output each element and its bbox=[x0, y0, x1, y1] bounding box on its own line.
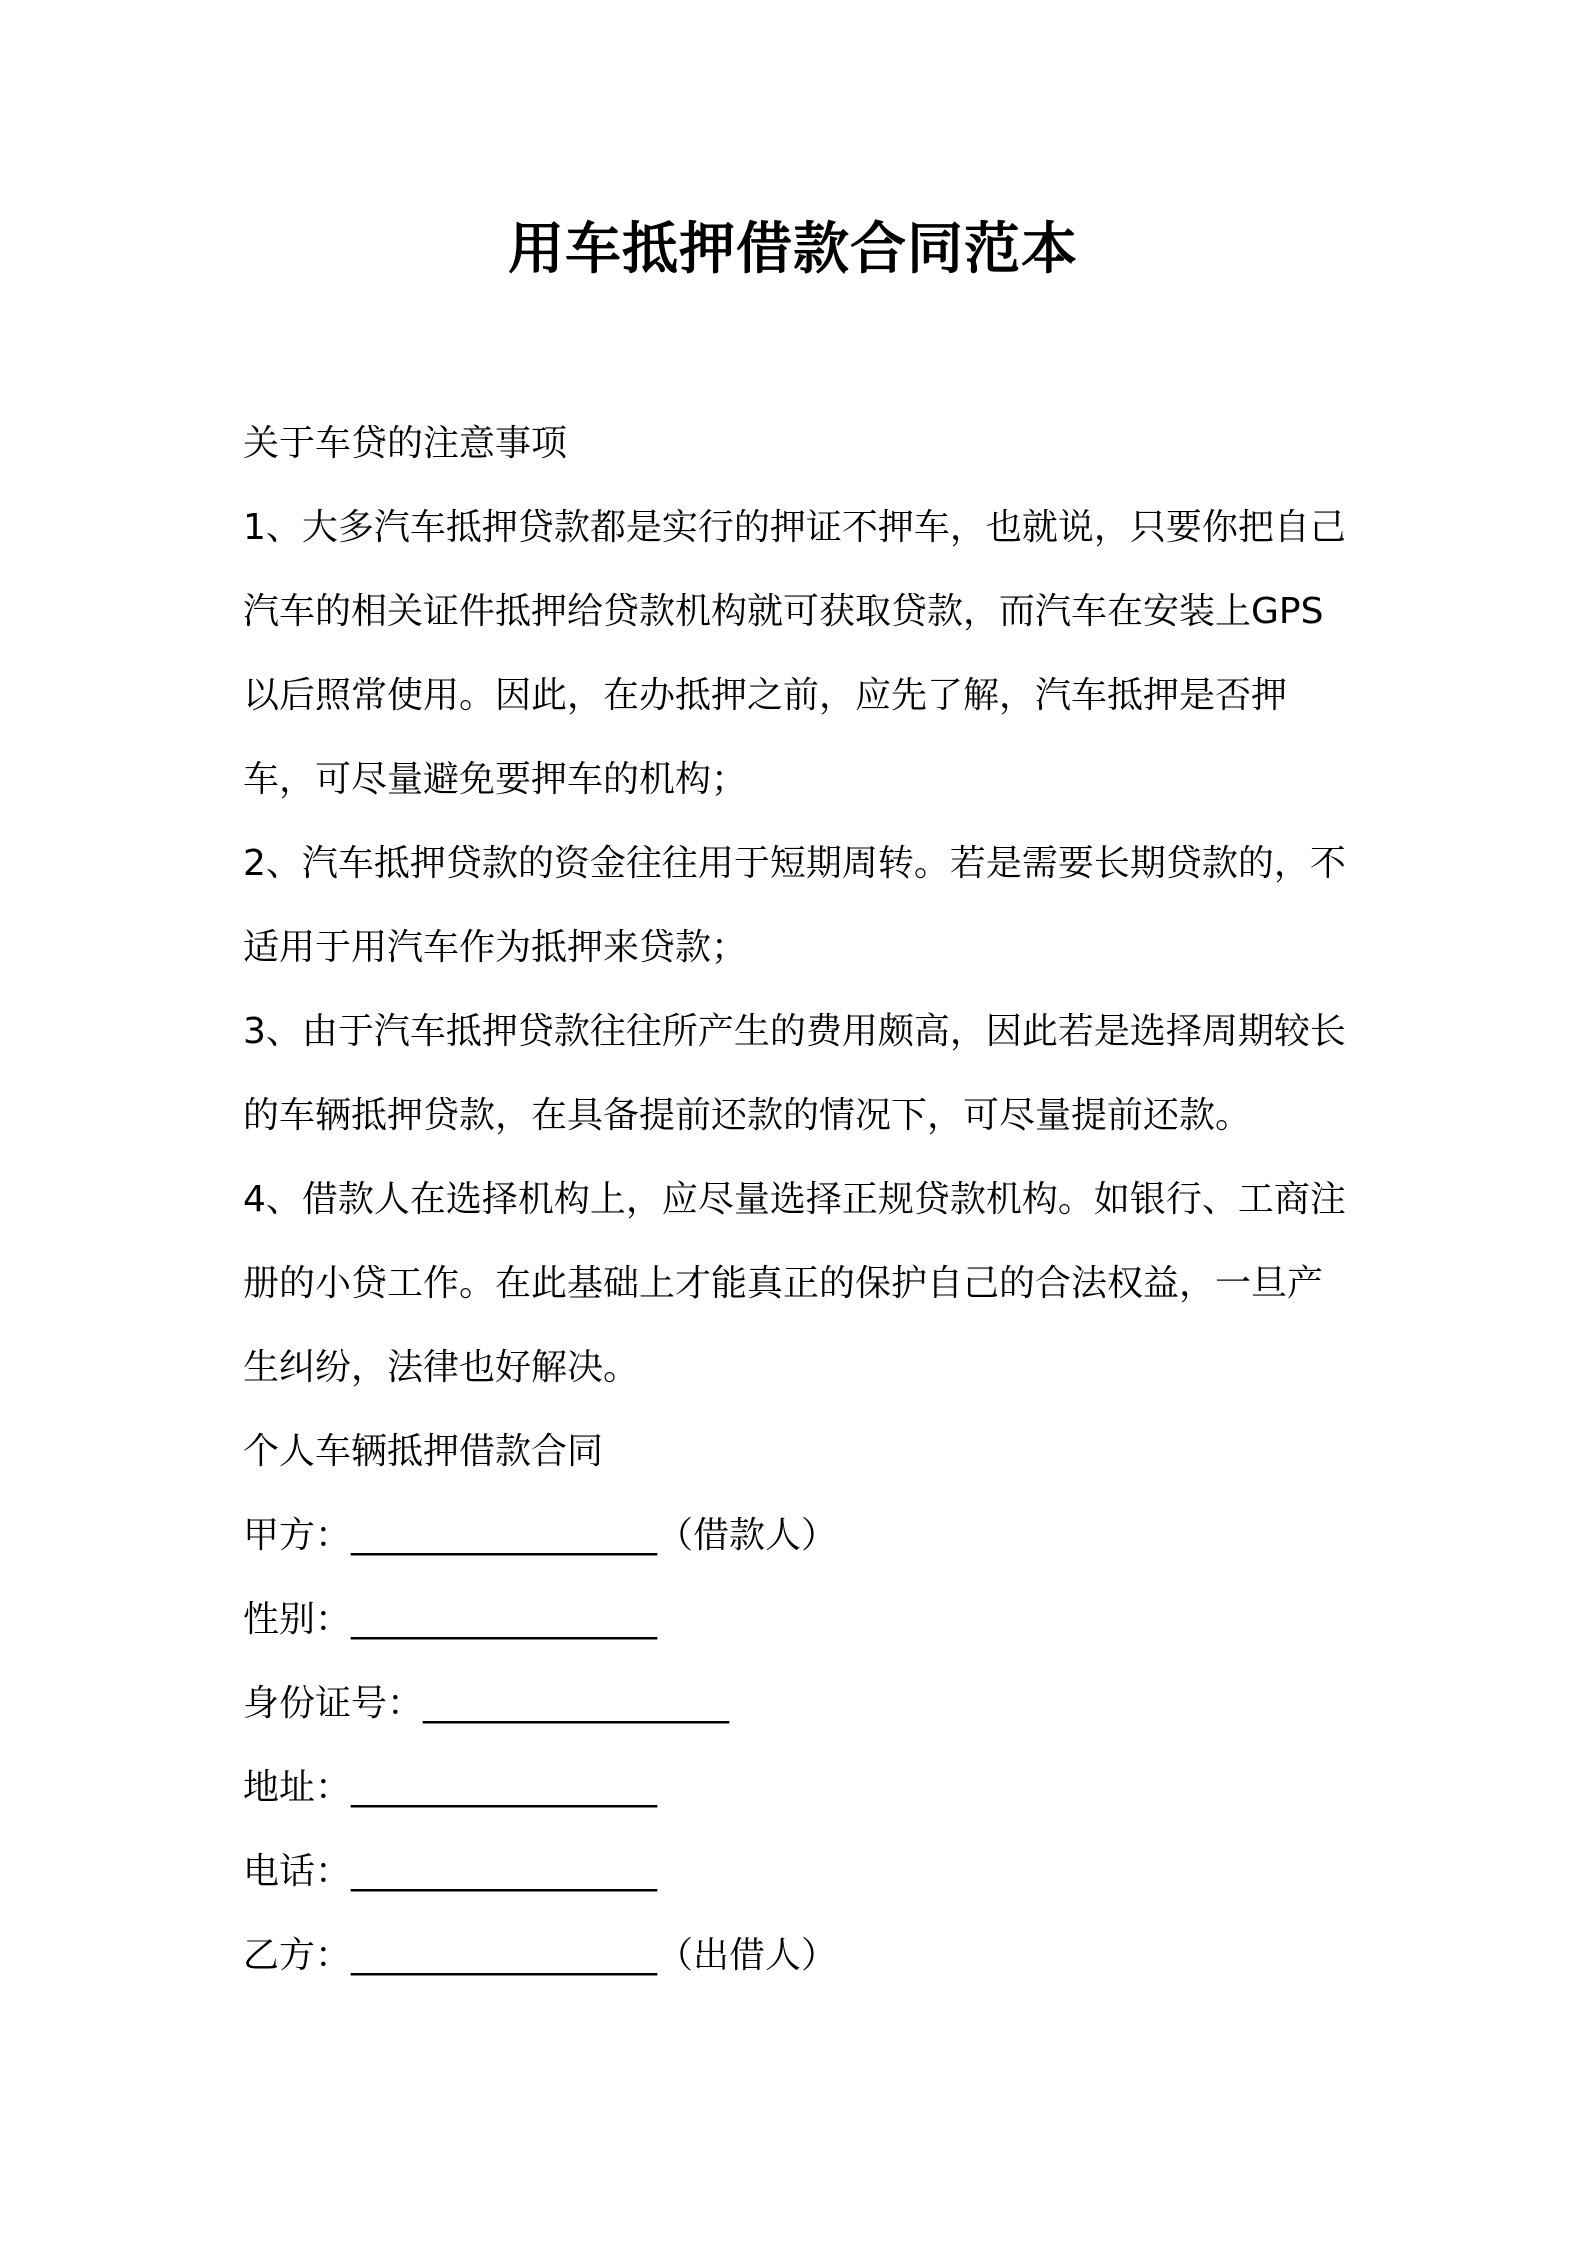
id-number-field: 身份证号：_________________ bbox=[243, 1683, 730, 1724]
document-body bbox=[243, 402, 1353, 1998]
party-b-field: 乙方：_________________（出借人） bbox=[243, 1935, 838, 1976]
address-field: 地址：_________________ bbox=[243, 1767, 658, 1808]
contract-heading: 个人车辆抵押借款合同 bbox=[243, 1431, 604, 1472]
notice-paragraph-3: 3、由于汽车抵押贷款往往所产生的费用颇高，因此若是选择周期较长的车辆抵押贷款，在具备提前还款的情况下，可尽量提前还款。 bbox=[243, 1011, 1346, 1136]
gender-field: 性别：_________________ bbox=[243, 1599, 658, 1640]
notice-paragraph-1: 1、大多汽车抵押贷款都是实行的押证不押车，也就说，只要你把自己汽车的相关证件抵押给贷款机构就可获取贷款，而汽车在安装上GPS 以后照常使用。因此，在办抵押之前，应先了解，汽车抵押是否押车，可尽量避免要押车的机构； bbox=[243, 507, 1346, 800]
phone-field: 电话：_________________ bbox=[243, 1851, 658, 1892]
party-a-field: 甲方：_________________（借款人） bbox=[243, 1515, 838, 1556]
notice-paragraph-2: 2、汽车抵押贷款的资金往往用于短期周转。若是需要长期贷款的，不适用于用汽车作为抵押来贷款； bbox=[243, 843, 1346, 968]
document-title: 用车抵押借款合同范本 bbox=[508, 217, 1078, 282]
notice-paragraph-4: 4、借款人在选择机构上，应尽量选择正规贷款机构。如银行、工商注册的小贷工作。在此基础上才能真正的保护自己的合法权益，一旦产生纠纷，法律也好解决。 bbox=[243, 1179, 1346, 1388]
section-heading: 关于车贷的注意事项 bbox=[243, 423, 568, 464]
